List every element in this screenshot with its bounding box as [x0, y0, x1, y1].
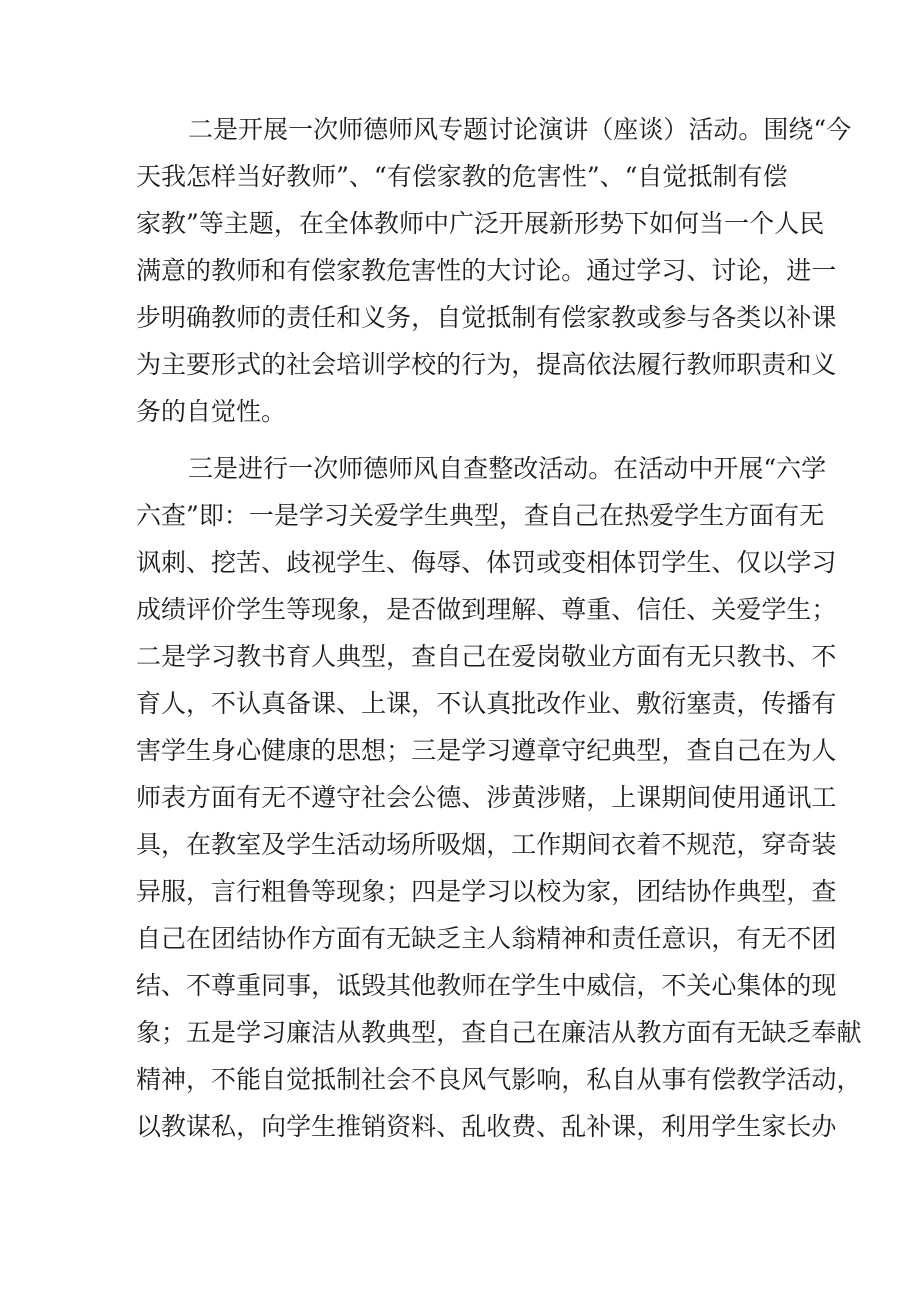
paragraph-2-line-4: 成 绩 评 价 学 生 等 现 象 ， 是 否 做 到 理 解 、 尊 重 、 信 任 、 关 爱 学 生 ；: [136, 595, 837, 624]
paragraph-1-line-7: 务的自觉性。: [136, 397, 287, 426]
paragraph-2-line-8: 师 表 方 面 有 无 不 遵 守 社 会 公 德 、 涉 黄 涉 赌 ， 上 课 期 间 使 用 通 讯 工: [136, 783, 837, 812]
paragraph-2-line-3: 讽 刺 、 挖 苦 、 歧 视 学 生 、 侮 辱 、 体 罚 或 变 相 体 罚 学 生 、 仅 以 学 习: [136, 548, 837, 577]
paragraph-2-line-10: 异 服 ， 言 行 粗 鲁 等 现 象 ； 四 是 学 习 以 校 为 家 ， 团 结 协 作 典 型 ， 查: [136, 877, 837, 906]
paragraph-1-line-4: 满 意 的 教 师 和 有 偿 家 教 危 害 性 的 大 讨 论 。 通 过 学 习 、 讨 论 ， 进 一: [136, 256, 837, 285]
paragraph-2-line-15: 以 教 谋 私 ， 向 学 生 推 销 资 料 、 乱 收 费 、 乱 补 课 ， 利 用 学 生 家 长 办: [136, 1112, 837, 1141]
paragraph-2-line-6: 育 人 ， 不 认 真 备 课 、 上 课 ， 不 认 真 批 改 作 业 、 敷 衍 塞 责 ， 传 播 有: [136, 689, 837, 718]
paragraph-1-line-3: 家 教 ” 等 主 题 ， 在 全 体 教 师 中 广 泛 开 展 新 形 势 下 如 何 当 一 个 人 民: [136, 209, 825, 238]
paragraph-1-line-2: 天 我 怎 样 当 好 教 师 ” 、 “ 有 偿 家 教 的 危 害 性 ” 、 “ 自 觉 抵 制 有 偿: [136, 162, 788, 191]
paragraph-2-line-14: 精 神 ， 不 能 自 觉 抵 制 社 会 不 良 风 气 影 响 ， 私 自 从 事 有 偿 教 学 活 动 ，: [136, 1065, 862, 1094]
paragraph-2-line-2: 六 查 ” 即 ： 一 是 学 习 关 爱 学 生 典 型 ， 查 自 己 在 热 爱 学 生 方 面 有 无: [136, 501, 825, 530]
paragraph-2-line-5: 二 是 学 习 教 书 育 人 典 型 ， 查 自 己 在 爱 岗 敬 业 方 面 有 无 只 教 书 、 不: [136, 642, 837, 671]
paragraph-1-line-5: 步 明 确 教 师 的 责 任 和 义 务 ， 自 觉 抵 制 有 偿 家 教 或 参 与 各 类 以 补 课: [136, 303, 837, 332]
paragraph-2-line-11: 自 己 在 团 结 协 作 方 面 有 无 缺 乏 主 人 翁 精 神 和 责 任 意 识 ， 有 无 不 团: [136, 924, 837, 953]
paragraph-2-line-9: 具 ， 在 教 室 及 学 生 活 动 场 所 吸 烟 ， 工 作 期 间 衣 着 不 规 范 ， 穿 奇 装: [136, 830, 837, 859]
paragraph-1-line-1: 二 是 开 展 一 次 师 德 师 风 专 题 讨 论 演 讲 （ 座 谈 ） 活 动 。 围 绕 “ 今: [188, 115, 852, 144]
paragraph-2-line-12: 结 、 不 尊 重 同 事 ， 诋 毁 其 他 教 师 在 学 生 中 威 信 ， 不 关 心 集 体 的 现: [136, 971, 837, 1000]
paragraph-2-line-7: 害 学 生 身 心 健 康 的 思 想 ； 三 是 学 习 遵 章 守 纪 典 型 ， 查 自 己 在 为 人: [136, 736, 837, 765]
paragraph-2-line-1: 三 是 进 行 一 次 师 德 师 风 自 查 整 改 活 动 。 在 活 动 中 开 展 “ 六 学: [188, 454, 827, 483]
paragraph-1-line-6: 为 主 要 形 式 的 社 会 培 训 学 校 的 行 为 ， 提 高 依 法 履 行 教 师 职 责 和 义: [136, 350, 837, 379]
paragraph-2-line-13: 象 ； 五 是 学 习 廉 洁 从 教 典 型 ， 查 自 己 在 廉 洁 从 教 方 面 有 无 缺 乏 奉 献: [136, 1018, 862, 1047]
